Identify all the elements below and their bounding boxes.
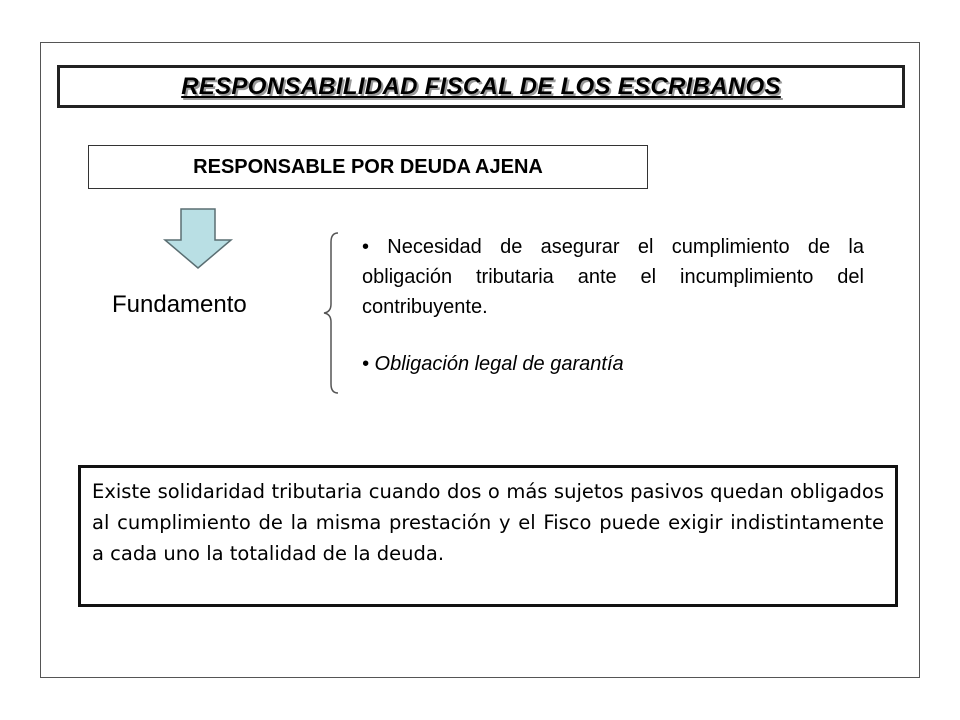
bullet-item: • Necesidad de asegurar el cumplimiento de la obligación tributaria ante el incumplimiento del contribuyente. (362, 236, 864, 318)
bullet-item: • Obligación legal de garantía (362, 353, 624, 375)
slide-title: RESPONSABILIDAD FISCAL DE LOS ESCRIBANOS (181, 72, 781, 100)
left-brace-icon (322, 232, 342, 394)
definition-box: Existe solidaridad tributaria cuando dos o más sujetos pasivos quedan obligados al cumplimiento de la misma prestación y el Fisco puede exigir indistintamente a cada uno la totalidad de la deuda. (78, 465, 898, 607)
down-arrow-icon (162, 208, 234, 270)
slide-subtitle: RESPONSABLE POR DEUDA AJENA (193, 155, 543, 178)
subtitle-box (88, 145, 648, 189)
title-box (57, 65, 905, 108)
fundamento-label: Fundamento (112, 291, 247, 318)
